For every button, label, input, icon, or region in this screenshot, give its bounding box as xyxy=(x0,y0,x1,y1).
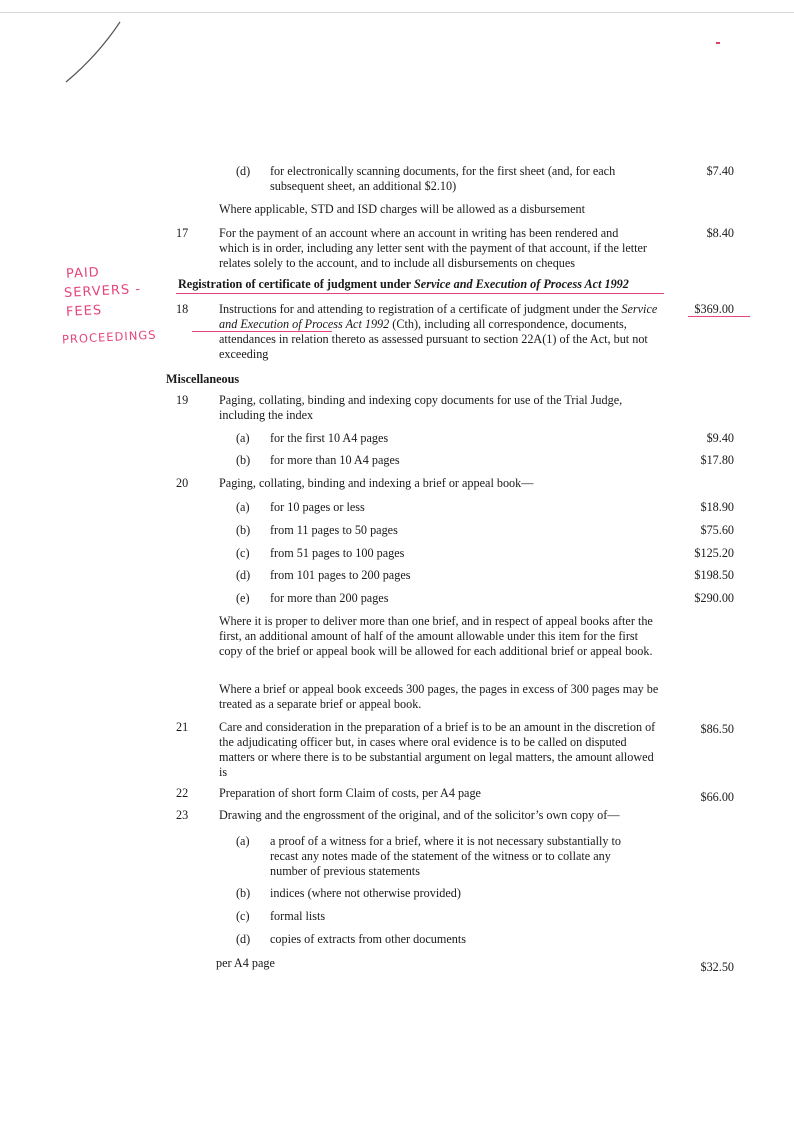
item-23-number: 23 xyxy=(176,808,189,822)
item-18-text-a: Instructions for and attending to registration of a certificate of judgment under the xyxy=(219,302,622,316)
item-20e-label: (e) xyxy=(236,591,250,605)
registration-heading-prefix: Registration of certificate of judgment under xyxy=(178,277,415,291)
item-23d-text: copies of extracts from other documents xyxy=(270,932,466,946)
item-19b-label: (b) xyxy=(236,453,251,467)
item-23b-text: indices (where not otherwise provided) xyxy=(270,886,461,900)
item-22-amount: $66.00 xyxy=(700,790,734,804)
registration-heading-italic: Service and Execution of Process Act 1992 xyxy=(414,277,629,291)
item-18-text xyxy=(219,302,659,362)
item-20-note-2: Where a brief or appeal book exceeds 300 pages, the pages in excess of 300 pages may be treated as a separate brief or appeal book. xyxy=(219,682,659,711)
item-20b-label: (b) xyxy=(236,523,251,537)
item-20e-text: for more than 200 pages xyxy=(270,591,389,605)
item-18-amount: $369.00 xyxy=(694,302,734,316)
item-23c-label: (c) xyxy=(236,909,250,923)
item-18-text-b: (Cth), including all correspondence, documents, attendances in relation thereto as assessed pursuant to section 22A(1) of the Act, but not exceeding xyxy=(219,317,648,361)
item-20c-label: (c) xyxy=(236,546,250,560)
item-19-number: 19 xyxy=(176,393,189,407)
item-23d-label: (d) xyxy=(236,932,251,946)
item-20d-amount: $198.50 xyxy=(694,568,734,582)
item-16d-amount: $7.40 xyxy=(706,164,734,178)
misc-heading: Miscellaneous xyxy=(166,372,240,386)
item-20a-label: (a) xyxy=(236,500,250,514)
item-22-number: 22 xyxy=(176,786,189,800)
item-23a-label: (a) xyxy=(236,834,250,848)
item-19a-amount: $9.40 xyxy=(706,431,734,445)
item-19a-label: (a) xyxy=(236,431,250,445)
item-20d-label: (d) xyxy=(236,568,251,582)
item-20-note-1: Where it is proper to deliver more than one brief, and in respect of appeal books after the first, an additional amount of half of the amount allowable under this item for the first copy of the brief or appeal book will be allowed for each additional brief or appeal book. xyxy=(219,614,653,658)
item-20a-text: for 10 pages or less xyxy=(270,500,365,514)
item-20c-text: from 51 pages to 100 pages xyxy=(270,546,405,560)
registration-heading xyxy=(178,277,629,292)
item-23b-label: (b) xyxy=(236,886,251,900)
pen-stroke-mark xyxy=(58,18,128,88)
scan-edge-line xyxy=(0,12,794,13)
item-16d-text: for electronically scanning documents, for the first sheet (and, for each subsequent sheet, an additional $2.10) xyxy=(270,164,616,193)
item-20a-amount: $18.90 xyxy=(700,500,734,514)
item-16d-label: (d) xyxy=(236,164,251,178)
item-19b-amount: $17.80 xyxy=(700,453,734,467)
item-18-number: 18 xyxy=(176,302,189,316)
handwritten-note-line: SERVERS - xyxy=(63,281,142,302)
heading-underline-mark xyxy=(176,293,664,294)
item-19b-text: for more than 10 A4 pages xyxy=(270,453,400,467)
item-20-text: Paging, collating, binding and indexing a brief or appeal book— xyxy=(219,476,534,490)
item-21-number: 21 xyxy=(176,720,189,734)
handwritten-note-line: FEES xyxy=(65,303,103,320)
item-23a-text: a proof of a witness for a brief, where it is not necessary substantially to recast any notes made of the statement of the witness or to collate any number of previous statements xyxy=(270,834,621,878)
handwritten-note-line: PROCEEDINGS xyxy=(61,327,157,347)
item-20d-text: from 101 pages to 200 pages xyxy=(270,568,411,582)
item-20b-amount: $75.60 xyxy=(700,523,734,537)
red-dot-mark xyxy=(716,42,720,44)
item-20e-amount: $290.00 xyxy=(694,591,734,605)
item-20b-text: from 11 pages to 50 pages xyxy=(270,523,398,537)
item-23c-text: formal lists xyxy=(270,909,326,923)
item-18-italic: Service and Execution of Process Act 1992 xyxy=(219,302,658,331)
item-17-text: For the payment of an account where an account in writing has been rendered and which is in order, including any letter sent with the payment of that account, if the letter relates solely to the account, and to include all disbursements on cheques xyxy=(219,226,647,270)
item-20-number: 20 xyxy=(176,476,189,490)
act-underline-mark xyxy=(192,331,332,332)
item-23-amount: $32.50 xyxy=(700,960,734,974)
item-21-amount: $86.50 xyxy=(700,722,734,736)
handwritten-note-line: PAID xyxy=(65,265,101,282)
item-21-text: Care and consideration in the preparation of a brief is to be an amount in the discretion of the adjudicating officer but, in cases where oral evidence is to be called on disputed matters or where there is to be substantial argument on legal matters, the amount allowed is xyxy=(219,720,656,779)
note-std-isd: Where applicable, STD and ISD charges will be allowed as a disbursement xyxy=(219,202,585,216)
item-23-per-page: per A4 page xyxy=(216,956,275,970)
item-19a-text: for the first 10 A4 pages xyxy=(270,431,389,445)
item-20c-amount: $125.20 xyxy=(694,546,734,560)
item-23-text: Drawing and the engrossment of the original, and of the solicitor’s own copy of— xyxy=(219,808,620,822)
item-22-text: Preparation of short form Claim of costs, per A4 page xyxy=(219,786,481,800)
item-19-text: Paging, collating, binding and indexing copy documents for use of the Trial Judge, including the index xyxy=(219,393,623,422)
amount-underline-mark xyxy=(688,316,750,317)
item-17-number: 17 xyxy=(176,226,189,240)
item-17-amount: $8.40 xyxy=(706,226,734,240)
